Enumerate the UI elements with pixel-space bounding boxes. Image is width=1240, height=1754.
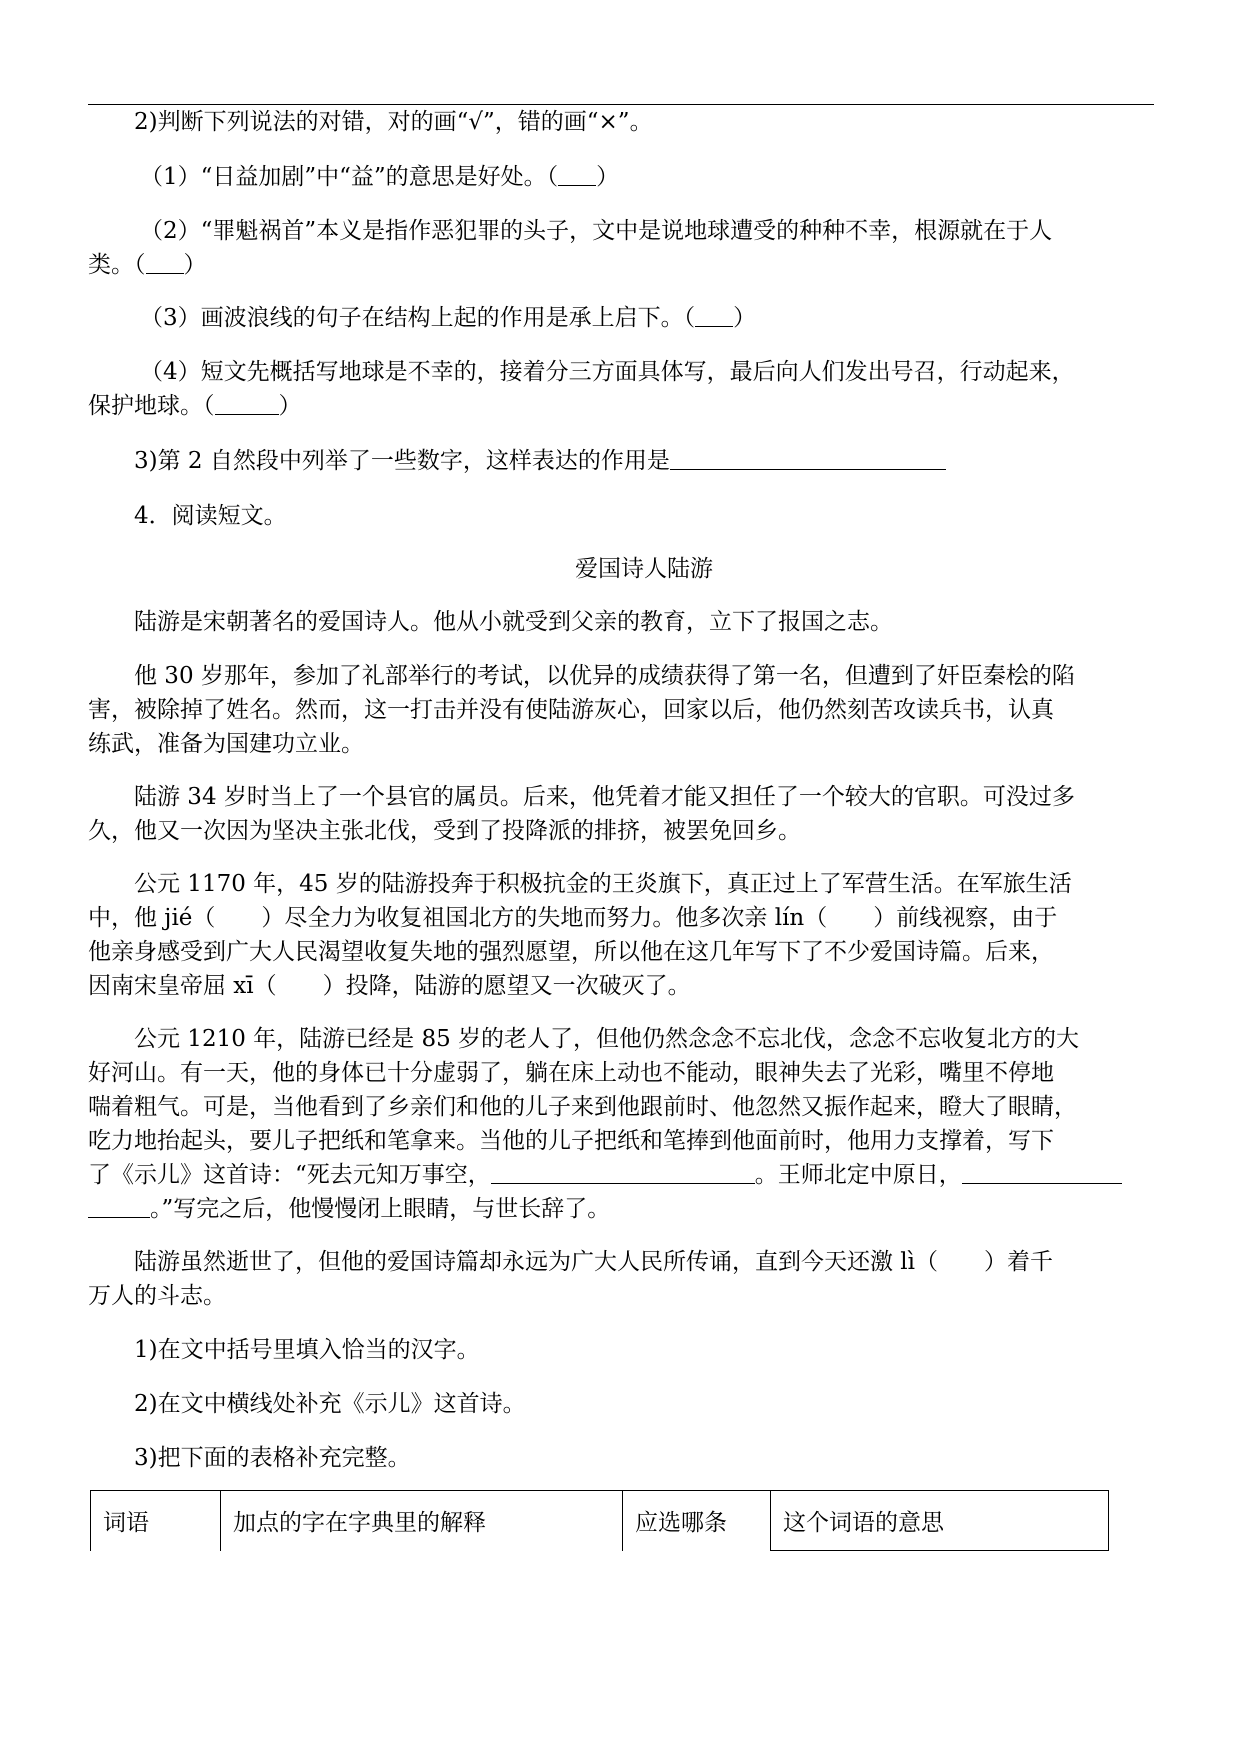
close-paren: ） [733,305,757,331]
table-header-cell: 加点的字在字典里的解释 [221,1491,623,1551]
poem-intro-text: 了《示儿》这首诗：“死去元知万事空， [88,1162,491,1188]
answer-blank-2[interactable] [146,251,184,274]
answer-blank-4[interactable] [215,392,279,415]
poem-blank-2b[interactable] [88,1195,150,1218]
passage-para-4-line3: 他亲身感受到广大人民渴望收复失地的强烈愿望，所以他在这几年写下了不少爱国诗篇。后来， [88,939,1054,965]
statement-2-text: 类。（ [88,252,146,278]
poem-blank-1[interactable] [491,1161,755,1184]
passage-para-5-line4: 吃力地抬起头，要儿子把纸和笔拿来。当他的儿子把纸和笔捧到他面前时，他用力支撑着，写下 [88,1128,1054,1154]
passage-para-5-line1: 公元 1210 年，陆游已经是 85 岁的老人了，但他仍然念念不忘北伐，念念不忘收复北方的大 [134,1026,1080,1052]
statement-3-text: （3）画波浪线的句子在结构上起的作用是承上启下。（ [140,305,696,331]
table-header-cell: 词语 [91,1491,221,1551]
poem-blank-2a[interactable] [962,1161,1122,1184]
judge-statement-2-line2 [88,249,1154,282]
q4-task-1: 1)在文中括号里填入恰当的汉字。 [134,1337,480,1363]
judge-statement-2-line1: （2）“罪魁祸首”本义是指作恶犯罪的头子，文中是说地球遭受的种种不幸，根源就在于人 [140,218,1053,244]
passage-para-3-line1: 陆游 34 岁时当上了一个县官的属员。后来，他凭着才能又担任了一个较大的官职。可没过多 [134,784,1075,810]
q3-part3-text: 3)第 2 自然段中列举了一些数字，这样表达的作用是 [134,448,670,474]
q4-task-3: 3)把下面的表格补充完整。 [134,1445,411,1471]
passage-para-5-line6 [88,1193,1154,1226]
statement-1-text: （1）“日益加剧”中“益”的意思是好处。（ [140,164,559,190]
q3-part2-intro: 2)判断下列说法的对错，对的画“√”，错的画“×”。 [134,109,653,135]
poem-middle-text: 。王师北定中原日， [754,1162,962,1188]
passage-para-4-line4: 因南宋皇帝屈 xī（ ）投降，陆游的愿望又一次破灭了。 [88,973,691,999]
q4-task-2: 2)在文中横线处补充《示儿》这首诗。 [134,1391,526,1417]
passage-para-2-line1: 他 30 岁那年，参加了礼部举行的考试，以优异的成绩获得了第一名，但遭到了奸臣秦桧的陷 [134,663,1075,689]
answer-blank-1[interactable] [558,163,596,186]
poem-end-text: 。”写完之后，他慢慢闭上眼睛，与世长辞了。 [150,1196,611,1222]
passage-para-5-line3: 喘着粗气。可是，当他看到了乡亲们和他的儿子来到他跟前时、他忽然又振作起来，瞪大了眼睛， [88,1094,1077,1120]
answer-blank-3[interactable] [695,304,733,327]
passage-para-4-line2: 中，他 jié（ ）尽全力为收复祖国北方的失地而努力。他多次亲 lín（ ）前线视察，由于 [88,905,1058,931]
judge-statement-4-line1: （4）短文先概括写地球是不幸的，接着分三方面具体写，最后向人们发出号召，行动起来， [140,359,1075,385]
passage-para-2-line2: 害，被除掉了姓名。然而，这一打击并没有使陆游灰心，回家以后，他仍然刻苦攻读兵书，认真 [88,697,1054,723]
answer-blank-5[interactable] [670,447,946,470]
q3-part3 [88,445,1154,478]
passage-para-5-line2: 好河山。有一天，他的身体已十分虚弱了，躺在床上动也不能动，眼神失去了光彩，嘴里不停地 [88,1060,1054,1086]
judge-statement-1 [88,161,1154,194]
header-rule [88,104,1154,105]
passage-para-5-line5 [88,1159,1154,1192]
judge-statement-4-line2 [88,390,1154,423]
passage-para-6-line1: 陆游虽然逝世了，但他的爱国诗篇却永远为广大人民所传诵，直到今天还激 lì（ ）着千 [134,1249,1054,1275]
passage-para-1: 陆游是宋朝著名的爱国诗人。他从小就受到父亲的教育，立下了报国之志。 [134,609,893,635]
q4-heading: 4．阅读短文。 [134,503,287,529]
close-paren: ） [183,252,207,278]
passage-para-3-line2: 久，他又一次因为坚决主张北伐，受到了投降派的排挤，被罢免回乡。 [88,818,801,844]
passage-para-2-line3: 练武，准备为国建功立业。 [88,731,364,757]
passage-para-4-line1: 公元 1170 年，45 岁的陆游投奔于积极抗金的王炎旗下，真正过上了军营生活。在军旅生活 [134,871,1072,897]
passage-title: 爱国诗人陆游 [575,556,713,582]
table-header-cell: 应选哪条 [623,1491,771,1551]
judge-statement-3 [88,302,1154,335]
statement-4-text: 保护地球。（ [88,393,215,419]
vocab-table [90,1490,1109,1551]
table-header-row [91,1491,1109,1551]
passage-para-6-line2: 万人的斗志。 [88,1283,226,1309]
close-paren: ） [596,164,620,190]
close-paren: ） [278,393,302,419]
table-header-cell: 这个词语的意思 [771,1491,1109,1551]
